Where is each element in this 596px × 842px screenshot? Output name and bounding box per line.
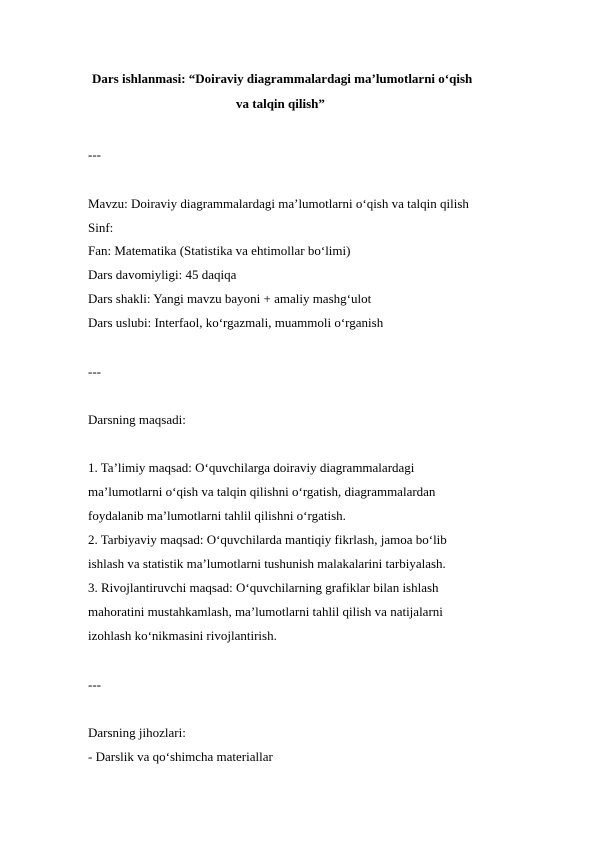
separator: --- [88,147,101,162]
document-title-line-1: Dars ishlanmasi: “Doiraviy diagrammalardagi ma’lumotlarni o‘qish [92,71,473,86]
maqsad-line: ishlash va statistik ma’lumotlarni tushunish malakalarini tarbiyalash. [88,556,446,571]
separator: --- [88,364,101,379]
info-fan: Fan: Matematika (Statistika va ehtimollar bo‘limi) [88,243,351,258]
maqsad-line: izohlash ko‘nikmasini rivojlantirish. [88,628,277,643]
section-heading-jihozlar: Darsning jihozlari: [88,725,186,740]
info-sinf: Sinf: [88,220,114,235]
maqsad-line: mahoratini mustahkamlash, ma’lumotlarni tahlil qilish va natijalarni [88,604,443,619]
document-title-line-2: va talqin qilish” [236,96,325,111]
maqsad-line: 2. Tarbiyaviy maqsad: O‘quvchilarda mantiqiy fikrlash, jamoa bo‘lib [88,532,447,547]
jihozlar-item: - Darslik va qo‘shimcha materiallar [88,749,273,764]
maqsad-line: ma’lumotlarni o‘qish va talqin qilishni o‘rgatish, diagrammalardan [88,484,436,499]
maqsad-line: 1. Ta’limiy maqsad: O‘quvchilarga doiraviy diagrammalardagi [88,460,415,475]
info-uslub: Dars uslubi: Interfaol, ko‘rgazmali, muammoli o‘rganish [88,315,384,330]
info-mavzu: Mavzu: Doiraviy diagrammalardagi ma’lumotlarni o‘qish va talqin qilish [88,196,469,211]
info-davomiylik: Dars davomiyligi: 45 daqiqa [88,267,237,282]
section-heading-maqsad: Darsning maqsadi: [88,412,186,427]
maqsad-line: foydalanib ma’lumotlarni tahlil qilishni o‘rgatish. [88,508,346,523]
maqsad-line: 3. Rivojlantiruvchi maqsad: O‘quvchilarning grafiklar bilan ishlash [88,580,439,595]
info-shakl: Dars shakli: Yangi mavzu bayoni + amaliy mashg‘ulot [88,291,372,306]
separator: --- [88,677,101,692]
